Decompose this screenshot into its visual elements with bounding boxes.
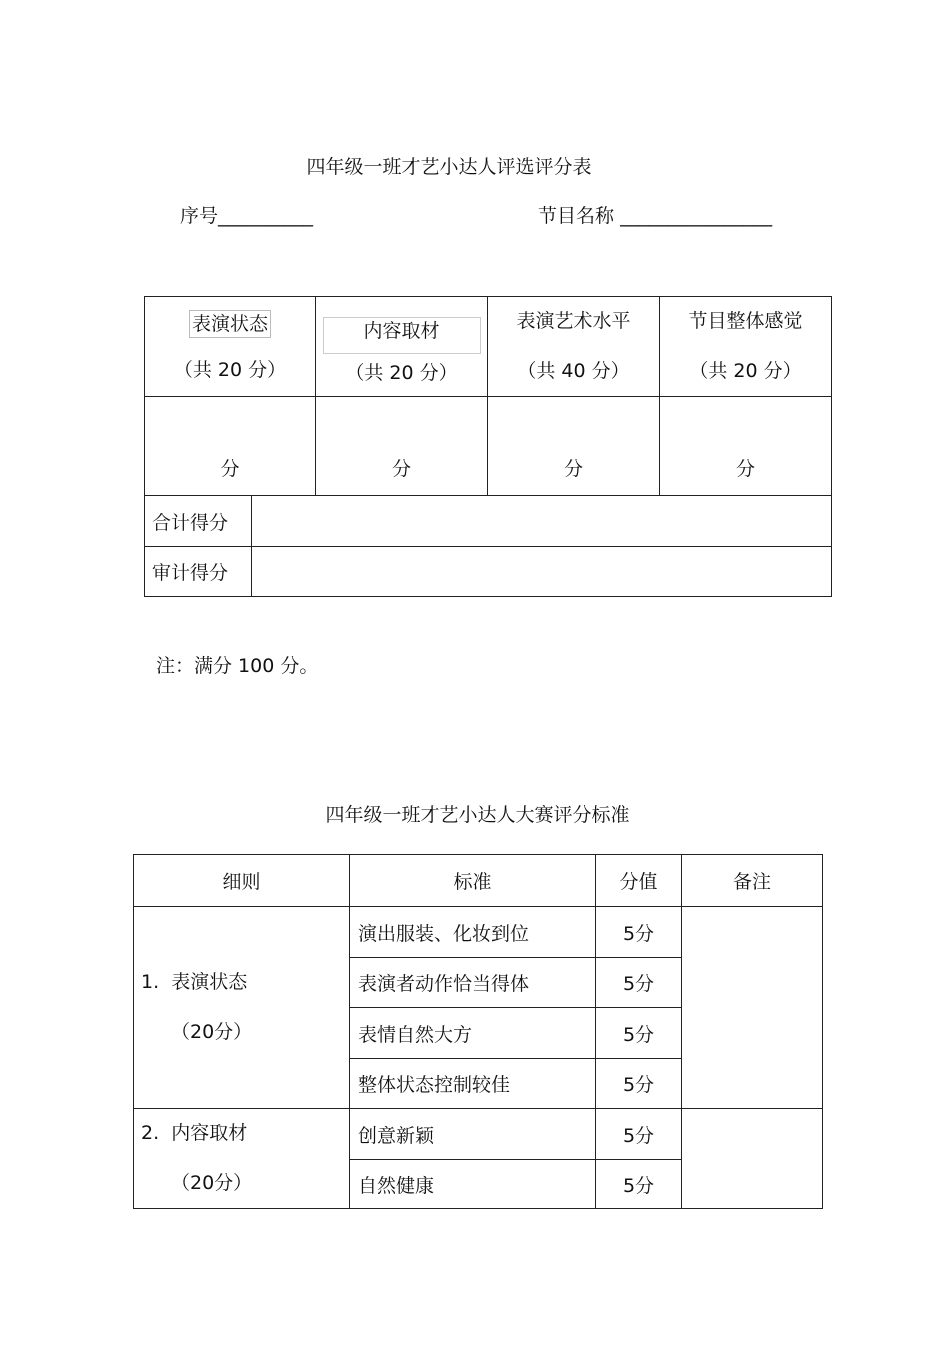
- score-cell[interactable]: [145, 397, 316, 496]
- header-name: 内容取材: [323, 317, 481, 354]
- value-cell: 5分: [596, 1109, 682, 1160]
- review-score-cell[interactable]: [252, 547, 832, 597]
- standard-cell: 自然健康: [350, 1160, 596, 1209]
- full-score-note: 注：满分 100 分。: [156, 655, 319, 677]
- header-points: （共 40 分）: [517, 360, 630, 382]
- program-name-field[interactable]: [538, 207, 772, 226]
- score-unit: 分: [220, 458, 240, 480]
- rule-group-1: [134, 907, 350, 1109]
- header-content-material: [316, 297, 488, 397]
- criteria-title: 四年级一班才艺小达人大赛评分标准: [325, 804, 630, 826]
- rule-group-2: [134, 1109, 350, 1209]
- standard-cell: 表演者动作恰当得体: [350, 958, 596, 1008]
- serial-blank[interactable]: __________: [218, 205, 314, 227]
- standard-cell: 表情自然大方: [350, 1008, 596, 1059]
- header-name: 节目整体感觉: [688, 310, 803, 332]
- rule-points: （20分）: [171, 1172, 253, 1194]
- rule-points: （20分）: [171, 1021, 253, 1043]
- col-header-value: 分值: [596, 855, 682, 907]
- col-header-remark: 备注: [682, 855, 823, 907]
- standard-cell: 创意新颖: [350, 1109, 596, 1160]
- rule-name: 1. 表演状态: [141, 971, 248, 993]
- serial-label: 序号: [180, 205, 219, 227]
- score-cell[interactable]: [316, 397, 488, 496]
- score-table: [144, 296, 832, 597]
- total-score-cell[interactable]: [252, 496, 832, 547]
- standard-cell: 演出服装、化妆到位: [350, 907, 596, 958]
- header-points: （共 20 分）: [173, 359, 287, 381]
- score-cell[interactable]: [488, 397, 660, 496]
- value-cell: 5分: [596, 907, 682, 958]
- score-unit: 分: [392, 458, 412, 480]
- remark-cell: [682, 907, 823, 1109]
- criteria-table: [133, 854, 823, 1209]
- value-cell: 5分: [596, 958, 682, 1008]
- program-name-label: 节目名称: [538, 205, 615, 227]
- col-header-rule: 细则: [134, 855, 350, 907]
- review-score-label: 审计得分: [145, 547, 252, 597]
- score-cell[interactable]: [660, 397, 832, 496]
- value-cell: 5分: [596, 1059, 682, 1109]
- header-name: 表演艺术水平: [516, 310, 631, 332]
- standard-cell: 整体状态控制较佳: [350, 1059, 596, 1109]
- header-overall-feel: [660, 297, 832, 397]
- value-cell: 5分: [596, 1008, 682, 1059]
- header-name: 表演状态: [189, 310, 271, 338]
- header-points: （共 20 分）: [689, 360, 802, 382]
- remark-cell: [682, 1109, 823, 1209]
- score-unit: 分: [736, 458, 756, 480]
- rule-name: 2. 内容取材: [141, 1122, 248, 1144]
- value-cell: 5分: [596, 1160, 682, 1209]
- header-performance-state: [145, 297, 316, 397]
- score-unit: 分: [564, 458, 584, 480]
- total-score-label: 合计得分: [145, 496, 252, 547]
- serial-field[interactable]: [180, 207, 313, 226]
- score-sheet-title: 四年级一班才艺小达人评选评分表: [306, 156, 592, 178]
- program-name-blank[interactable]: ________________: [620, 205, 773, 227]
- col-header-standard: 标准: [350, 855, 596, 907]
- header-artistic-level: [488, 297, 660, 397]
- header-points: （共 20 分）: [345, 361, 458, 384]
